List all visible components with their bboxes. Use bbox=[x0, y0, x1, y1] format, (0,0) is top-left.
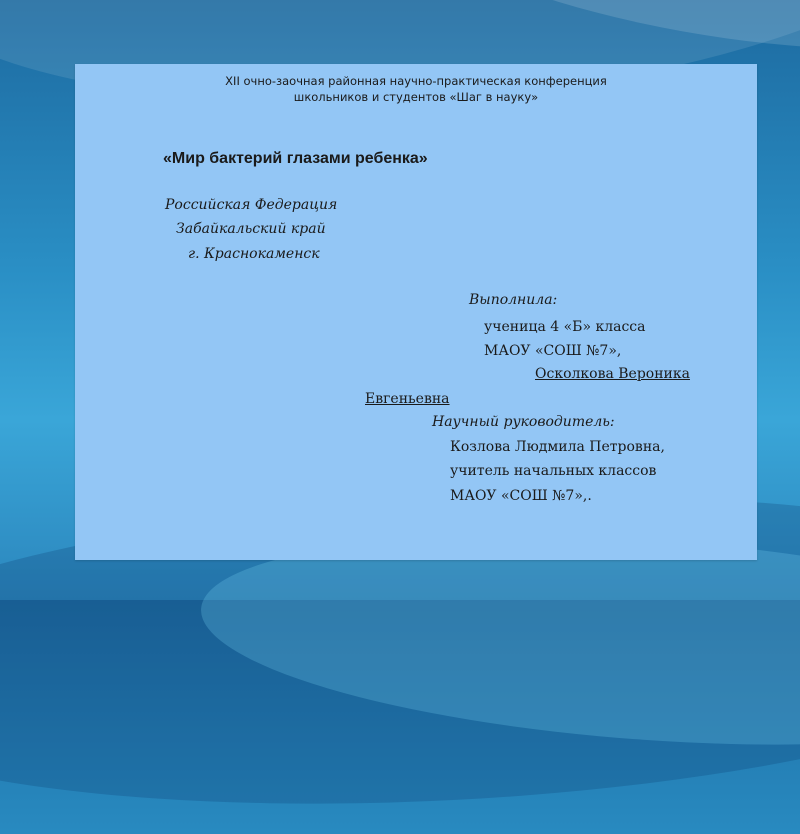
region-country: Российская Федерация bbox=[165, 197, 338, 213]
supervisor-name: Козлова Людмила Петровна, bbox=[450, 439, 665, 455]
supervisor-position: учитель начальных классов bbox=[450, 463, 657, 479]
author-school: МАОУ «СОШ №7», bbox=[484, 343, 622, 359]
region-city: г. Краснокаменск bbox=[188, 246, 320, 262]
conference-title-line2: школьников и студентов «Шаг в науку» bbox=[293, 90, 539, 104]
project-title: «Мир бактерий глазами ребенка» bbox=[163, 150, 428, 167]
slide-content-panel bbox=[75, 64, 757, 560]
region-krai: Забайкальский край bbox=[176, 221, 326, 237]
conference-title-line1: XII очно-заочная районная научно-практическая конференция bbox=[225, 74, 607, 88]
author-name-patronymic: Евгеньевна bbox=[365, 391, 450, 407]
supervisor-school: МАОУ «СОШ №7»,. bbox=[450, 488, 592, 504]
author-grade: ученица 4 «Б» класса bbox=[484, 319, 646, 335]
author-name-first: Осколкова Вероника bbox=[535, 366, 690, 382]
supervisor-label: Научный руководитель: bbox=[432, 414, 615, 430]
author-label: Выполнила: bbox=[469, 292, 558, 308]
